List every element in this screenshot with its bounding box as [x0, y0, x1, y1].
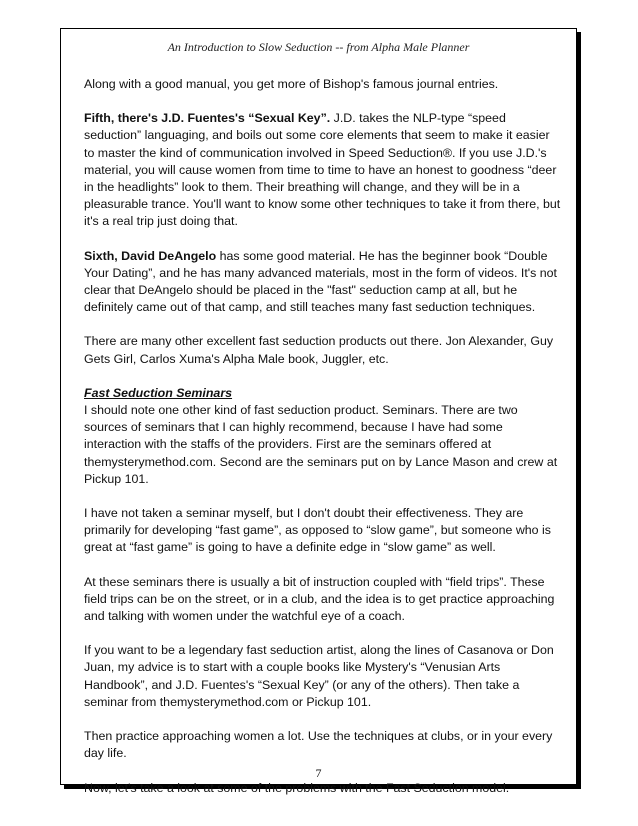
paragraph-text: has some good material. He has the beginner book “Double Your Dating”, and he has many advanced materials, most in the form of videos. It's not clear that DeAngelo should be placed in the "fast" seduction camp at all, but he definitely came out of that camp, and still teaches many fast seduction techniques.	[84, 248, 557, 315]
paragraph-lead: Fifth, there's J.D. Fuentes's “Sexual Key”.	[84, 111, 331, 126]
paragraph-bishop: Along with a good manual, you get more of Bishop's famous journal entries.	[84, 77, 499, 91]
paragraph-effectiveness: I have not taken a seminar myself, but I don't doubt their effectiveness. They are primarily for developing “fast game”, as opposed to “slow game”, but someone who is great at “fast game” is going to have a definite edge in “slow game” as well.	[84, 506, 551, 555]
page-frame	[60, 28, 577, 795]
paragraph-field-trips: At these seminars there is usually a bit of instruction coupled with “field trips”. These field trips can be on the street, or in a club, and the idea is to get practice approaching and talking with women under the watchful eye of a coach.	[84, 574, 555, 624]
paragraph-text: I should note one other kind of fast seduction product. Seminars. There are two sources of seminars that I can highly recommend, because I have had some interaction with the staffs of the providers. First are the seminars offered at themysterymethod.com. Second are the seminars put on by Lance Mason and crew at Pickup 101.	[84, 403, 558, 486]
paragraph-lead: Sixth, David DeAngelo	[84, 248, 217, 263]
page-number: 7	[315, 766, 322, 780]
paragraph-advice: If you want to be a legendary fast seduction artist, along the lines of Casanova or Don Juan, my advice is to start with a couple books like Mystery's “Venusian Arts Handbook”, and J.D. Fuentes's “Sexual Key” (or any of the others). Then take a seminar from themysterymethod.com or Pickup 101.	[84, 643, 554, 709]
paragraph-seminars	[84, 385, 562, 488]
paragraph-deangelo	[84, 248, 562, 317]
paragraph-transition: Now, let's take a look at some of the problems with the Fast Seduction model.	[84, 780, 510, 795]
paragraph-other-products: There are many other excellent fast seduction products out there. Jon Alexander, Guy Gets Girl, Carlos Xuma's Alpha Male book, Juggler, etc.	[84, 334, 554, 366]
paragraph-text: J.D. takes the NLP-type “speed seduction” languaging, and boils out some core elements that seem to make it easier to master the kind of communication involved in Speed Seduction®. If you use J.D.'s material, you will cause women from time to time to have an honest to goodness “deer in the headlights” look to them. Their breathing will change, and they will be in a pleasurable trance. You'll want to know some other techniques to take it from there, but it's a real trip just doing that.	[84, 111, 561, 229]
paragraph-fuentes	[84, 110, 562, 230]
paragraph-practice: Then practice approaching women a lot. Use the techniques at clubs, or in your every day life.	[84, 729, 553, 761]
page-body	[84, 76, 562, 814]
section-heading: Fast Seduction Seminars	[84, 385, 233, 400]
running-header: An Introduction to Slow Seduction -- from Alpha Male Planner	[167, 40, 470, 54]
